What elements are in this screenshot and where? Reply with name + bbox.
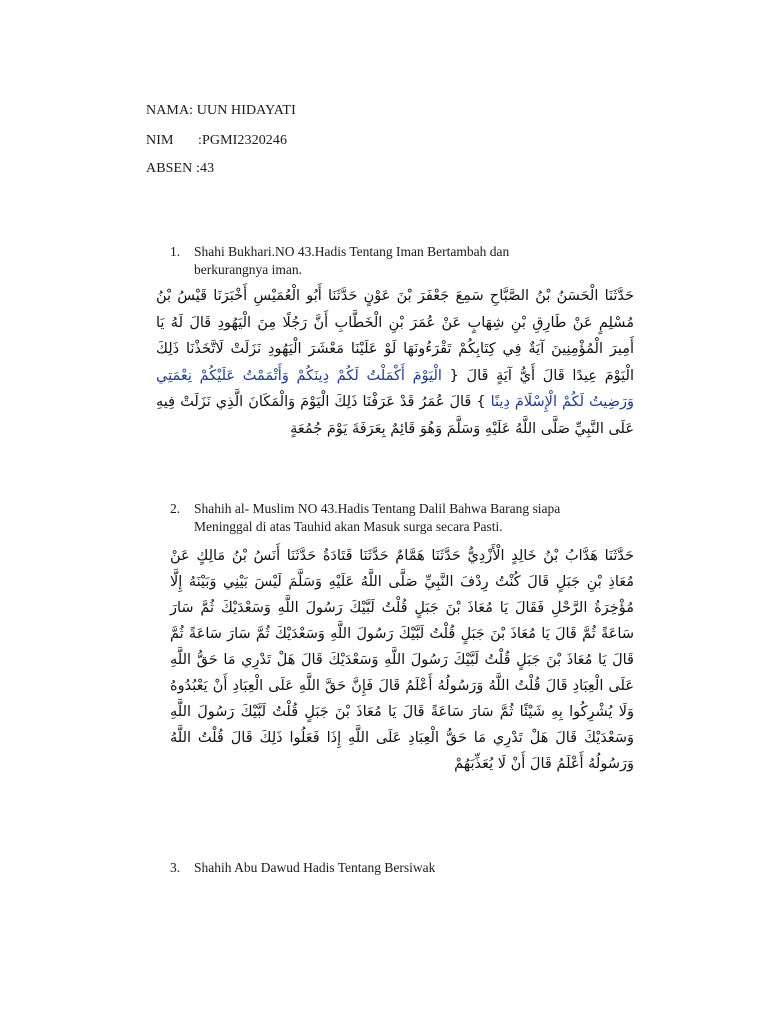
item-3-title-line1: Shahih Abu Dawud Hadis Tentang Bersiwak [194,860,436,875]
student-nim-value: :PGMI2320246 [198,133,288,148]
hadith-1-arabic-part1: حَدَّثَنَا الْحَسَنُ بْنُ الصَّبَّاحِ سَمِعَ جَعْفَرَ بْنَ عَوْنٍ حَدَّثَنَا أَبُو الْعُمَيْسِ أَخْبَرَنَا قَيْسُ بْنُ مُسْلِمٍ عَنْ طَارِقِ بْنِ شِهَابٍ عَنْ عُمَرَ بْنِ الْخَطَّابِ أَنَّ رَجُلًا مِنَ الْيَهُودِ قَالَ لَهُ يَا أَمِيرَ الْمُؤْمِنِينَ آيَةٌ فِي كِتَابِكُمْ تَقْرَءُونَهَا لَوْ عَلَيْنَا مَعْشَرَ الْيَهُودِ نَزَلَتْ لَاتَّخَذْنَا ذَلِكَ الْيَوْمَ عِيدًا قَالَ أَيُّ آيَةٍ قَالَ { [156,288,634,384]
student-name: NAMA: UUN HIDAYATI [146,103,296,118]
item-2-title-line1: Shahih al- Muslim NO 43.Hadis Tentang Dalil Bahwa Barang siapa [194,501,561,516]
student-nim-label: NIM [146,133,174,148]
hadith-2-arabic-text: حَدَّثَنَا هَدَّابُ بْنُ خَالِدٍ الْأَزْدِيُّ حَدَّثَنَا هَمَّامٌ حَدَّثَنَا قَتَادَةُ حَدَّثَنَا أَنَسُ بْنُ مَالِكٍ عَنْ مُعَاذِ بْنِ جَبَلٍ قَالَ كُنْتُ رِدْفَ النَّبِيِّ صَلَّى اللَّهُ عَلَيْهِ وَسَلَّمَ لَيْسَ بَيْنِي وَبَيْنَهُ إِلَّا مُؤْخِرَةُ الرَّحْلِ فَقَالَ يَا مُعَاذَ بْنَ جَبَلٍ قُلْتُ لَبَّيْكَ رَسُولَ اللَّهِ وَسَعْدَيْكَ ثُمَّ سَارَ سَاعَةً ثُمَّ قَالَ يَا مُعَاذَ بْنَ جَبَلٍ قُلْتُ لَبَّيْكَ رَسُولَ اللَّهِ وَسَعْدَيْكَ ثُمَّ سَارَ سَاعَةً ثُمَّ قَالَ يَا مُعَاذَ بْنَ جَبَلٍ قُلْتُ لَبَّيْكَ رَسُولَ اللَّهِ وَسَعْدَيْكَ قَالَ هَلْ تَدْرِي مَا حَقُّ اللَّهِ عَلَى الْعِبَادِ قَالَ قُلْتُ اللَّهُ وَرَسُولُهُ أَعْلَمُ قَالَ فَإِنَّ حَقَّ اللَّهِ عَلَى الْعِبَادِ أَنْ يَعْبُدُوهُ وَلَا يُشْرِكُوا بِهِ شَيْئًا ثُمَّ سَارَ سَاعَةً قَالَ يَا مُعَاذَ بْنَ جَبَلٍ قُلْتُ لَبَّيْكَ رَسُولَ اللَّهِ وَسَعْدَيْكَ قَالَ هَلْ تَدْرِي مَا حَقُّ الْعِبَادِ عَلَى اللَّهِ إِذَا فَعَلُوا ذَلِكَ قَالَ قُلْتُ اللَّهُ وَرَسُولُهُ أَعْلَمُ قَالَ أَنْ لَا يُعَذِّبَهُمْ [170,548,634,772]
student-absen: ABSEN :43 [146,161,215,176]
item-2-title-line2: Meninggal di atas Tauhid akan Masuk surga secara Pasti. [194,519,503,534]
item-2-number: 2. [170,501,181,516]
item-1-title-line1: Shahi Bukhari.NO 43.Hadis Tentang Iman Bertambah dan [194,244,510,259]
item-1-number: 1. [170,244,181,259]
hadith-1-quran-verse: الْيَوْمَ أَكْمَلْتُ لَكُمْ دِينَكُمْ وَأَتْمَمْتُ عَلَيْكُمْ نِعْمَتِي وَرَضِيتُ لَكُمْ الْإِسْلَامَ دِينًا [156,367,634,410]
item-3-number: 3. [170,860,181,875]
hadith-1-arabic-part2: } قَالَ عُمَرُ قَدْ عَرَفْنَا ذَلِكَ الْيَوْمَ وَالْمَكَانَ الَّذِي نَزَلَتْ فِيهِ عَلَى النَّبِيِّ صَلَّى اللَّهُ عَلَيْهِ وَسَلَّمَ وَهُوَ قَائِمٌ بِعَرَفَةَ يَوْمَ جُمُعَةٍ [156,394,634,437]
hadith-1-arabic-text [156,283,634,442]
item-1-title-line2: berkurangnya iman. [194,262,302,277]
